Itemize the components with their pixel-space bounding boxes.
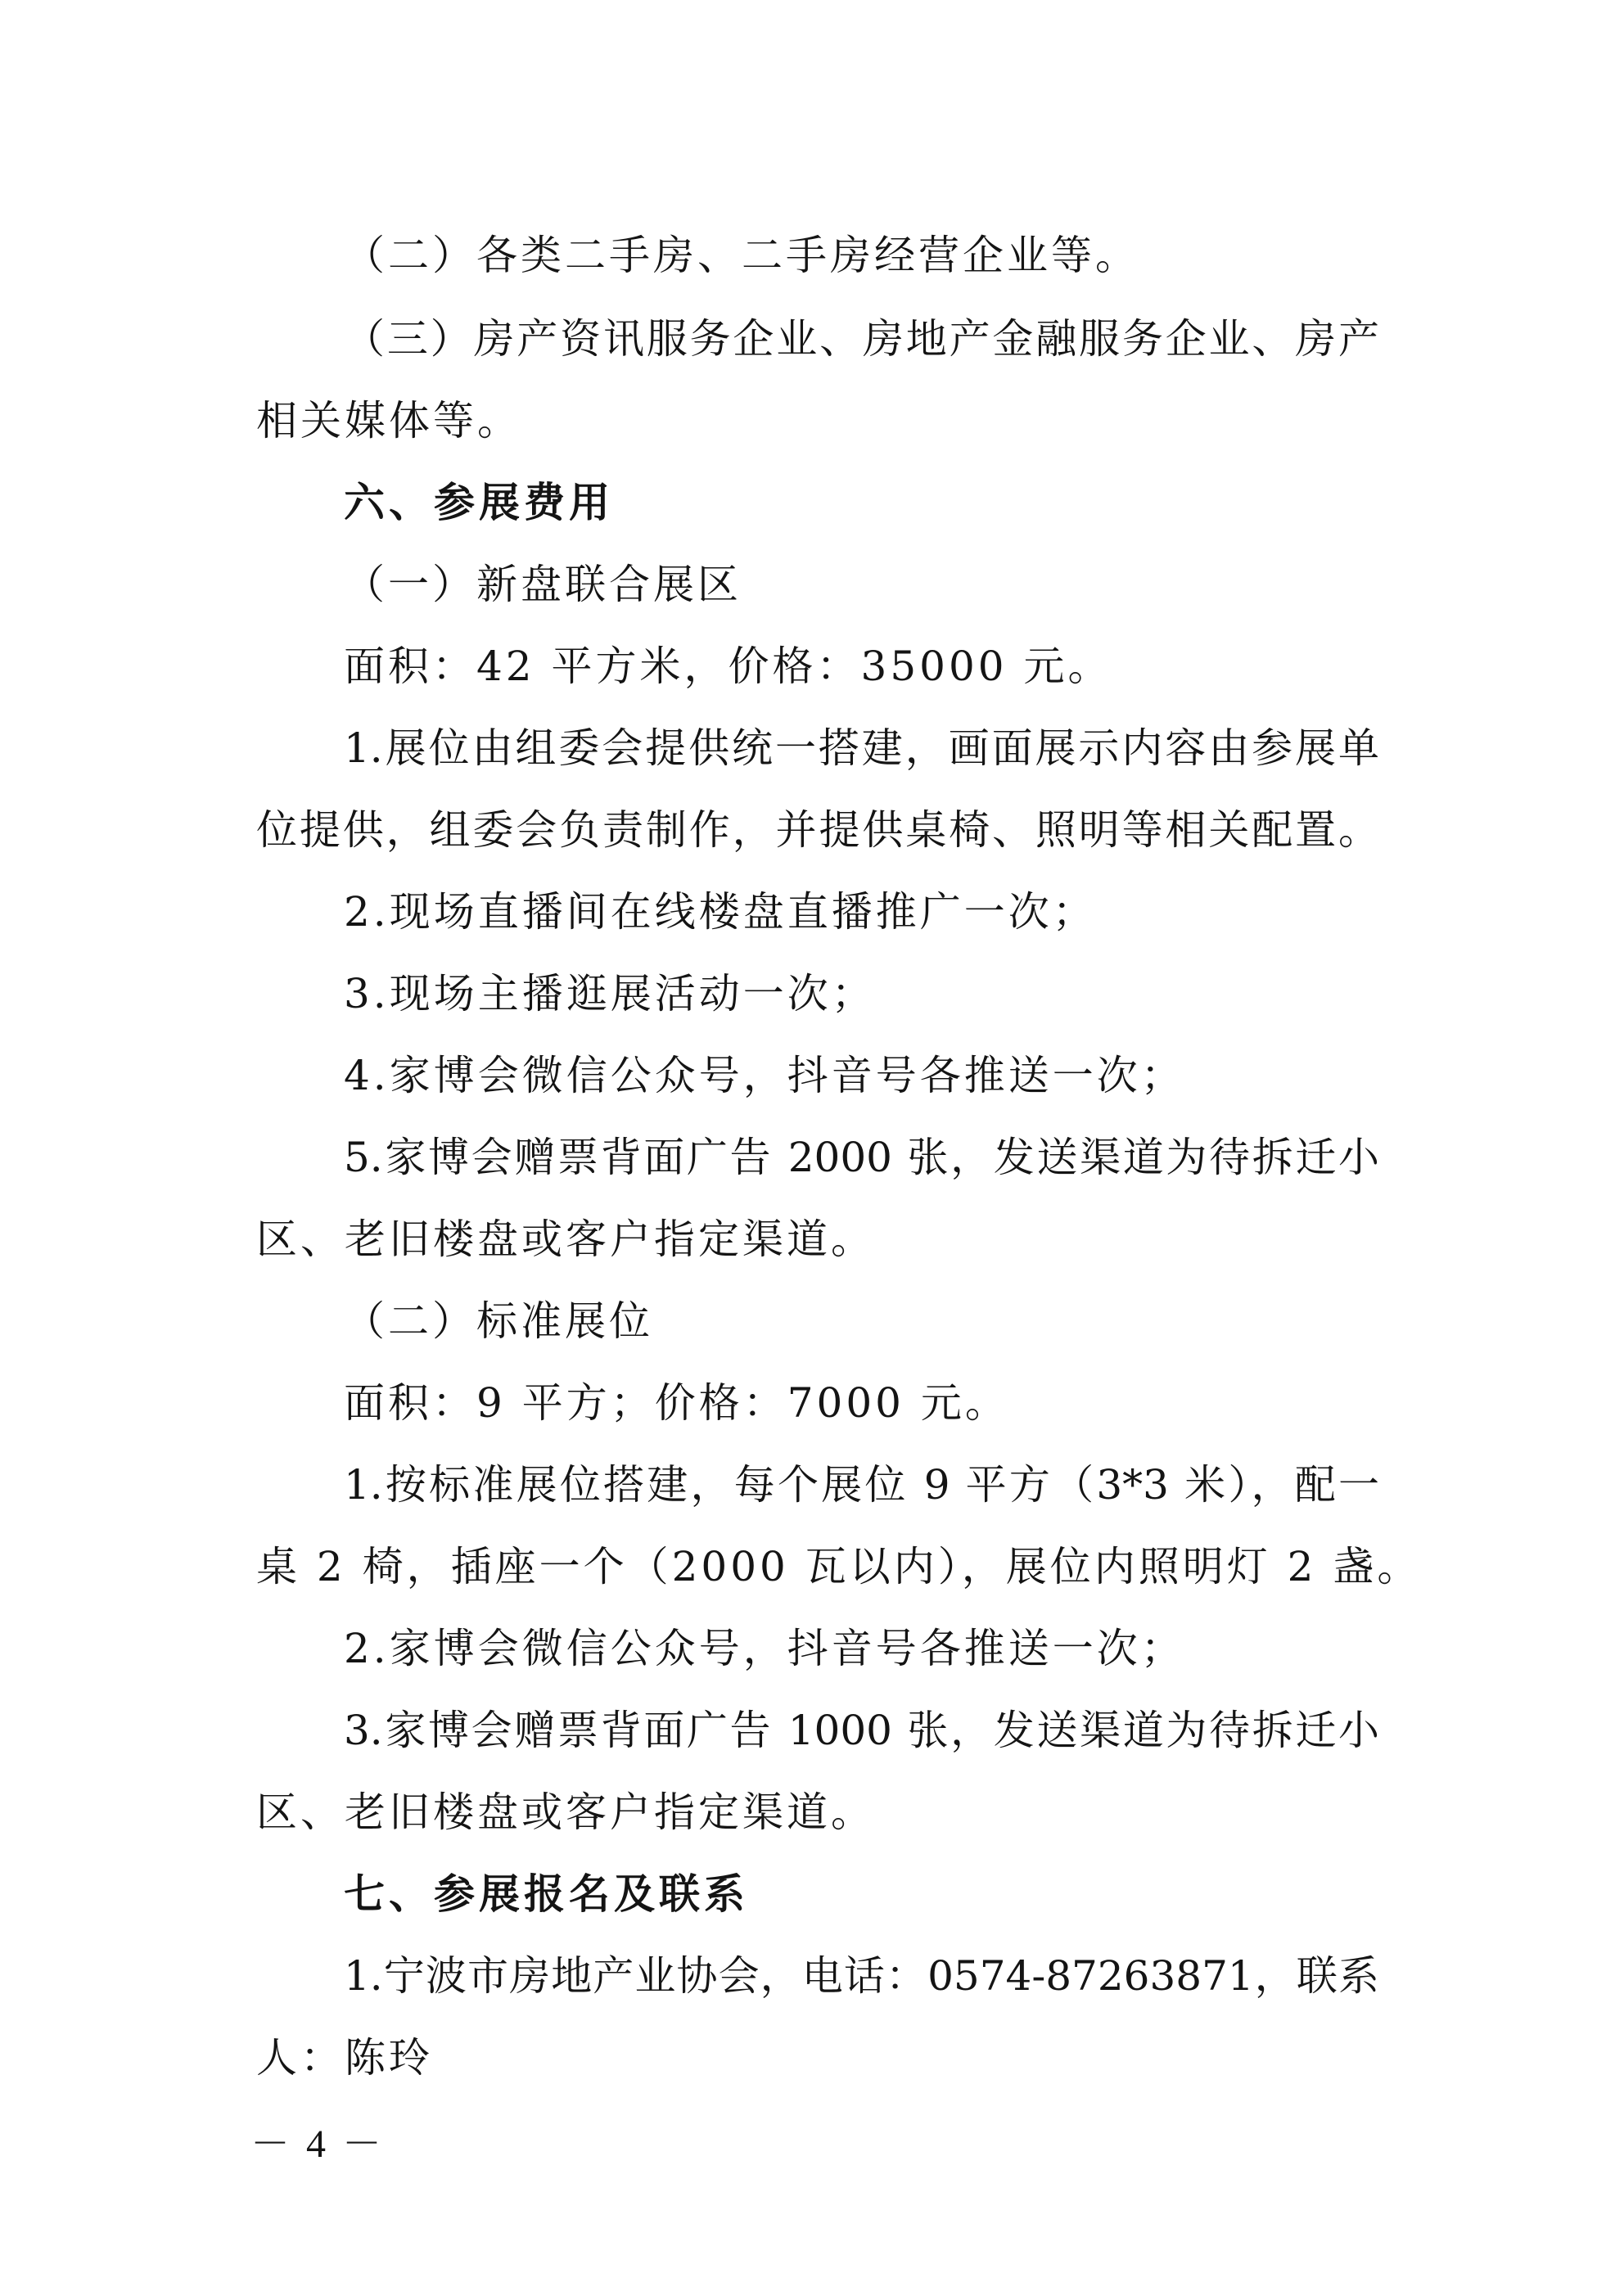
section-heading-registration-contact: 七、参展报名及联系 [344, 1870, 749, 1918]
new-zone-item-4: 4.家博会微信公众号，抖音号各推送一次； [344, 1052, 1185, 1099]
new-zone-item-5-line1: 5.家博会赠票背面广告 2000 张，发送渠道为待拆迁小 [344, 1134, 1379, 1181]
new-zone-item-1-line2: 位提供，组委会负责制作，并提供桌椅、照明等相关配置。 [256, 806, 1379, 854]
standard-booth-item-1-line1: 1.按标准展位搭建，每个展位 9 平方（3*3 米），配一 [344, 1461, 1379, 1509]
contact-item-1-line1: 1.宁波市房地产业协会，电话：0574-87263871，联系 [344, 1952, 1379, 2000]
contact-item-1-line2: 人：陈玲 [256, 2034, 433, 2082]
paragraph-secondhand-housing: （二）各类二手房、二手房经营企业等。 [344, 232, 1139, 279]
paragraph-service-enterprises-line1: （三）房产资讯服务企业、房地产金融服务企业、房产 [344, 315, 1379, 363]
new-zone-item-1-line1: 1.展位由组委会提供统一搭建，画面展示内容由参展单 [344, 724, 1379, 772]
standard-booth-area-price: 面积：9 平方；价格：7000 元。 [344, 1379, 1009, 1427]
subheading-standard-booth: （二）标准展位 [344, 1297, 653, 1345]
new-zone-item-2: 2.现场直播间在线楼盘直播推广一次； [344, 888, 1097, 936]
new-zone-item-3: 3.现场主播逛展活动一次； [344, 970, 876, 1017]
standard-booth-item-2: 2.家博会微信公众号，抖音号各推送一次； [344, 1625, 1185, 1672]
paragraph-service-enterprises-line2: 相关媒体等。 [256, 397, 521, 444]
standard-booth-item-3-line1: 3.家博会赠票背面广告 1000 张，发送渠道为待拆迁小 [344, 1707, 1379, 1754]
standard-booth-item-3-line2: 区、老旧楼盘或客户指定渠道。 [256, 1789, 875, 1836]
section-heading-fees: 六、参展费用 [344, 479, 614, 526]
page-number: － 4 － [250, 2122, 386, 2166]
new-zone-item-5-line2: 区、老旧楼盘或客户指定渠道。 [256, 1216, 875, 1263]
subheading-new-property-zone: （一）新盘联合展区 [344, 561, 742, 608]
new-zone-area-price: 面积：42 平方米，价格：35000 元。 [344, 643, 1112, 690]
standard-booth-item-1-line2: 桌 2 椅，插座一个（2000 瓦以内），展位内照明灯 2 盏。 [256, 1543, 1422, 1590]
